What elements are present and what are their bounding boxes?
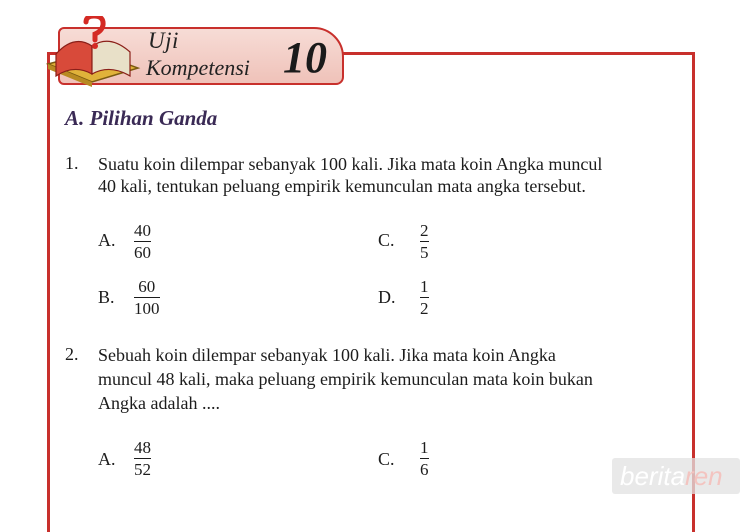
chapter-number: 10 (283, 33, 327, 82)
question-2-number: 2. (65, 344, 79, 364)
numerator: 1 (420, 438, 429, 457)
numerator: 48 (134, 438, 151, 457)
fraction-bar (420, 241, 429, 242)
watermark-part-2: ren (685, 461, 723, 491)
fraction-bar (134, 241, 151, 242)
fraction-bar (420, 458, 429, 459)
q1-option-d-letter: D. (378, 287, 396, 307)
denominator: 52 (134, 460, 151, 480)
q1-option-b-fraction (134, 277, 160, 318)
q2-option-c-fraction (420, 438, 429, 479)
fraction-bar (134, 297, 160, 298)
q1-option-d-fraction (420, 277, 429, 318)
q1-option-b-letter: B. (98, 287, 115, 307)
denominator: 60 (134, 243, 151, 263)
watermark-logo (612, 458, 740, 494)
numerator: 60 (138, 277, 156, 296)
q1-option-a-letter: A. (98, 230, 116, 250)
question-2-line-3: Angka adalah .... (98, 393, 220, 413)
question-2-line-2: muncul 48 kali, maka peluang empirik kemunculan mata koin bukan (98, 369, 593, 389)
denominator: 5 (420, 243, 429, 263)
q1-option-c-fraction (420, 221, 429, 262)
question-1-number: 1. (65, 153, 79, 173)
header-kompetensi: Kompetensi (146, 55, 250, 80)
question-2-line-1: Sebuah koin dilempar sebanyak 100 kali. Jika mata koin Angka (98, 345, 556, 365)
denominator: 6 (420, 460, 429, 480)
denominator: 100 (134, 299, 160, 319)
question-1-line-1: Suatu koin dilempar sebanyak 100 kali. Jika mata koin Angka muncul (98, 154, 603, 174)
numerator: 2 (420, 221, 429, 240)
question-1-line-2: 40 kali, tentukan peluang empirik kemunculan mata angka tersebut. (98, 176, 586, 196)
fraction-bar (134, 458, 151, 459)
q1-option-a-fraction (134, 221, 151, 262)
q2-option-c-letter: C. (378, 449, 395, 469)
denominator: 2 (420, 299, 429, 319)
header-uji: Uji (148, 28, 179, 53)
book-question-icon (46, 16, 146, 88)
watermark-part-1: berita (620, 461, 686, 491)
numerator: 1 (420, 277, 429, 296)
section-title: A. Pilihan Ganda (65, 106, 218, 130)
numerator: 40 (134, 221, 151, 240)
q2-option-a-fraction (134, 438, 151, 479)
q2-option-a-letter: A. (98, 449, 116, 469)
q1-option-c-letter: C. (378, 230, 395, 250)
fraction-bar (420, 297, 429, 298)
